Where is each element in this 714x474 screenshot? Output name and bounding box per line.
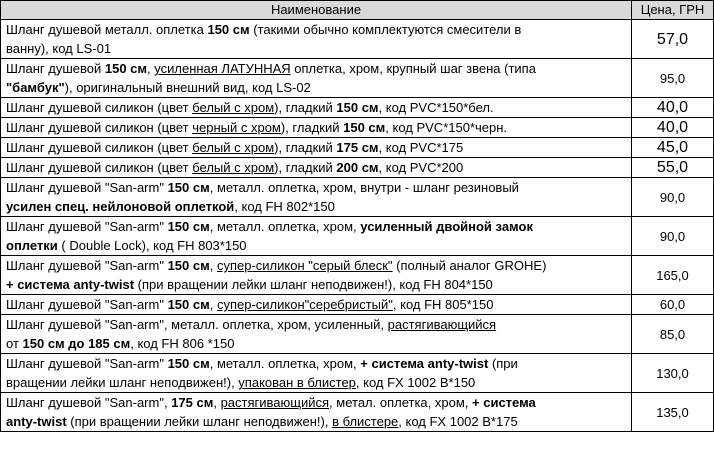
description-segment: (при (488, 356, 518, 371)
description-segment: Шланг душевой "San-arm" (6, 297, 168, 312)
header-row (1, 1, 714, 20)
description-segment: , (209, 258, 217, 273)
description-line (6, 39, 628, 58)
description-segment: ), гладкий (274, 160, 337, 175)
row-description (1, 59, 632, 98)
description-line (6, 412, 628, 431)
description-line (6, 138, 628, 157)
description-segment: усиленная ЛАТУННАЯ (154, 61, 291, 76)
row-price: 95,0 (632, 59, 714, 98)
description-segment: усиленный двойной замок (360, 219, 533, 234)
table-row (1, 217, 714, 256)
row-description (1, 118, 632, 138)
description-segment: 150 см (167, 356, 210, 371)
description-segment: , (209, 297, 217, 312)
description-segment: Шланг душевой "San-arm", металл. оплетка, хром, усиленный, (6, 317, 388, 332)
description-segment: , код FH 806 *150 (130, 336, 235, 351)
row-price: 90,0 (632, 217, 714, 256)
description-segment: 150 см (167, 219, 210, 234)
description-segment: , код FX 1002 В*150 (355, 375, 476, 390)
description-segment: , код FX 1002 В*175 (398, 414, 518, 429)
description-segment: , код PVC*150*бел. (378, 100, 494, 115)
description-line (6, 98, 628, 117)
description-segment: 150 см (167, 180, 210, 195)
row-price: 57,0 (632, 20, 714, 59)
description-segment: 150 см (104, 61, 148, 76)
description-segment: 150 см (336, 100, 379, 115)
description-line (6, 59, 628, 78)
description-segment: в блистере (332, 414, 399, 429)
description-line (6, 354, 628, 373)
row-description (1, 256, 632, 295)
row-price: 165,0 (632, 256, 714, 295)
description-segment: 150 см (167, 258, 210, 273)
description-segment: 175 см (336, 140, 379, 155)
description-segment: Шланг душевой "San-arm" (6, 356, 168, 371)
description-line (6, 295, 628, 314)
description-line (6, 78, 628, 97)
table-row (1, 354, 714, 393)
description-segment: , (213, 395, 221, 410)
description-line (6, 118, 628, 137)
description-segment: растягивающийся (387, 317, 497, 332)
description-segment: черный с хром (192, 120, 281, 135)
row-description (1, 315, 632, 354)
row-description (1, 138, 632, 158)
description-line (6, 256, 628, 275)
description-segment: 200 см (336, 160, 379, 175)
description-segment: белый с хром (192, 160, 275, 175)
description-segment: 150 см (167, 297, 210, 312)
row-description (1, 158, 632, 178)
row-price: 135,0 (632, 393, 714, 432)
description-segment: супер-силикон"серебристый" (216, 297, 393, 312)
description-segment: , код PVC*200 (378, 160, 464, 175)
description-segment: супер-силикон "серый блеск" (216, 258, 393, 273)
description-segment: Шланг душевой (6, 61, 105, 76)
description-segment: , код PVC*150*черн. (385, 120, 508, 135)
description-line (6, 20, 628, 39)
row-price: 85,0 (632, 315, 714, 354)
description-line (6, 236, 628, 255)
description-line (6, 178, 628, 197)
description-line (6, 158, 628, 177)
description-line (6, 334, 628, 353)
description-segment: усилен спец. нейлоновой оплеткой (6, 199, 235, 214)
table-row (1, 118, 714, 138)
row-price: 40,0 (632, 118, 714, 138)
description-segment: упакован в блистер (238, 375, 356, 390)
description-segment: , металл. оплетка, хром, внутри - шланг резиновый (209, 180, 519, 195)
description-segment: , метал. оплетка, хром, (329, 395, 473, 410)
row-description (1, 393, 632, 432)
table-row (1, 256, 714, 295)
description-segment: ), гладкий (274, 100, 337, 115)
description-segment: белый с хром (192, 140, 275, 155)
description-segment: вращении лейки шланг неподвижен!), (6, 375, 239, 390)
description-segment: + система anty-twist (360, 356, 489, 371)
description-segment: , металл. оплетка, хром, (209, 219, 361, 234)
description-segment: ванну), код LS-01 (6, 41, 112, 56)
description-segment: Шланг душевой "San-arm" (6, 219, 168, 234)
description-line (6, 315, 628, 334)
description-segment: (такими обычно комплектуются смесители в (249, 22, 522, 37)
description-segment: оплетка, хром, крупный шаг звена (типа (290, 61, 536, 76)
description-segment: , металл. оплетка, хром, (209, 356, 361, 371)
row-description (1, 20, 632, 59)
description-segment: растягивающийся (220, 395, 330, 410)
row-price: 40,0 (632, 98, 714, 118)
description-segment: 175 см (171, 395, 214, 410)
description-segment: Шланг душевой силикон (цвет (6, 160, 193, 175)
table-row (1, 138, 714, 158)
description-segment: Шланг душевой "San-arm" (6, 258, 168, 273)
description-line (6, 393, 628, 412)
description-segment: , (147, 61, 155, 76)
description-line (6, 373, 628, 392)
description-segment: ), гладкий (280, 120, 344, 135)
description-segment: anty-twist (6, 414, 67, 429)
description-segment: + система anty-twist (6, 277, 135, 292)
row-price: 130,0 (632, 354, 714, 393)
row-description (1, 98, 632, 118)
row-price: 90,0 (632, 178, 714, 217)
row-description (1, 354, 632, 393)
description-segment: Шланг душевой "San-arm" (6, 180, 168, 195)
description-segment: , код FH 802*150 (234, 199, 335, 214)
description-segment: (полный аналог GROHE) (392, 258, 547, 273)
table-row (1, 315, 714, 354)
row-price: 45,0 (632, 138, 714, 158)
table-row (1, 98, 714, 118)
description-segment: + система (472, 395, 536, 410)
description-segment: Шланг душевой "San-arm", (6, 395, 172, 410)
description-segment: 150 см (343, 120, 386, 135)
description-segment: оплетки (6, 238, 58, 253)
description-segment: ), оригинальный внешний вид, код LS-02 (64, 80, 311, 95)
description-segment: белый с хром (192, 100, 275, 115)
description-segment: 150 см (207, 22, 250, 37)
row-description (1, 295, 632, 315)
description-line (6, 197, 628, 216)
row-price: 60,0 (632, 295, 714, 315)
table-row (1, 158, 714, 178)
description-segment: , код PVC*175 (378, 140, 464, 155)
row-price: 55,0 (632, 158, 714, 178)
table-row (1, 295, 714, 315)
description-segment: Шланг душевой силикон (цвет (6, 140, 193, 155)
description-segment: Шланг душевой силикон (цвет (6, 120, 193, 135)
description-segment: "бамбук" (6, 80, 65, 95)
description-segment: , код FH 805*150 (392, 297, 494, 312)
header-price: Цена, ГРН (632, 1, 714, 20)
description-segment: 150 см до 185 см (22, 336, 131, 351)
description-segment: (при вращении лейки шланг неподвижен!), (66, 414, 333, 429)
description-segment: (при вращении лейки шланг неподвижен!), код FH 804*150 (134, 277, 493, 292)
table-row (1, 178, 714, 217)
description-segment: от (6, 336, 23, 351)
table-row (1, 59, 714, 98)
table-row (1, 393, 714, 432)
description-segment: Шланг душевой металл. оплетка (6, 22, 208, 37)
row-description (1, 217, 632, 256)
table-row (1, 20, 714, 59)
description-line (6, 217, 628, 236)
description-segment: ( Double Lock), код FH 803*150 (57, 238, 247, 253)
row-description (1, 178, 632, 217)
header-name: Наименование (1, 1, 632, 20)
description-segment: Шланг душевой силикон (цвет (6, 100, 193, 115)
description-segment: ), гладкий (274, 140, 337, 155)
description-line (6, 275, 628, 294)
